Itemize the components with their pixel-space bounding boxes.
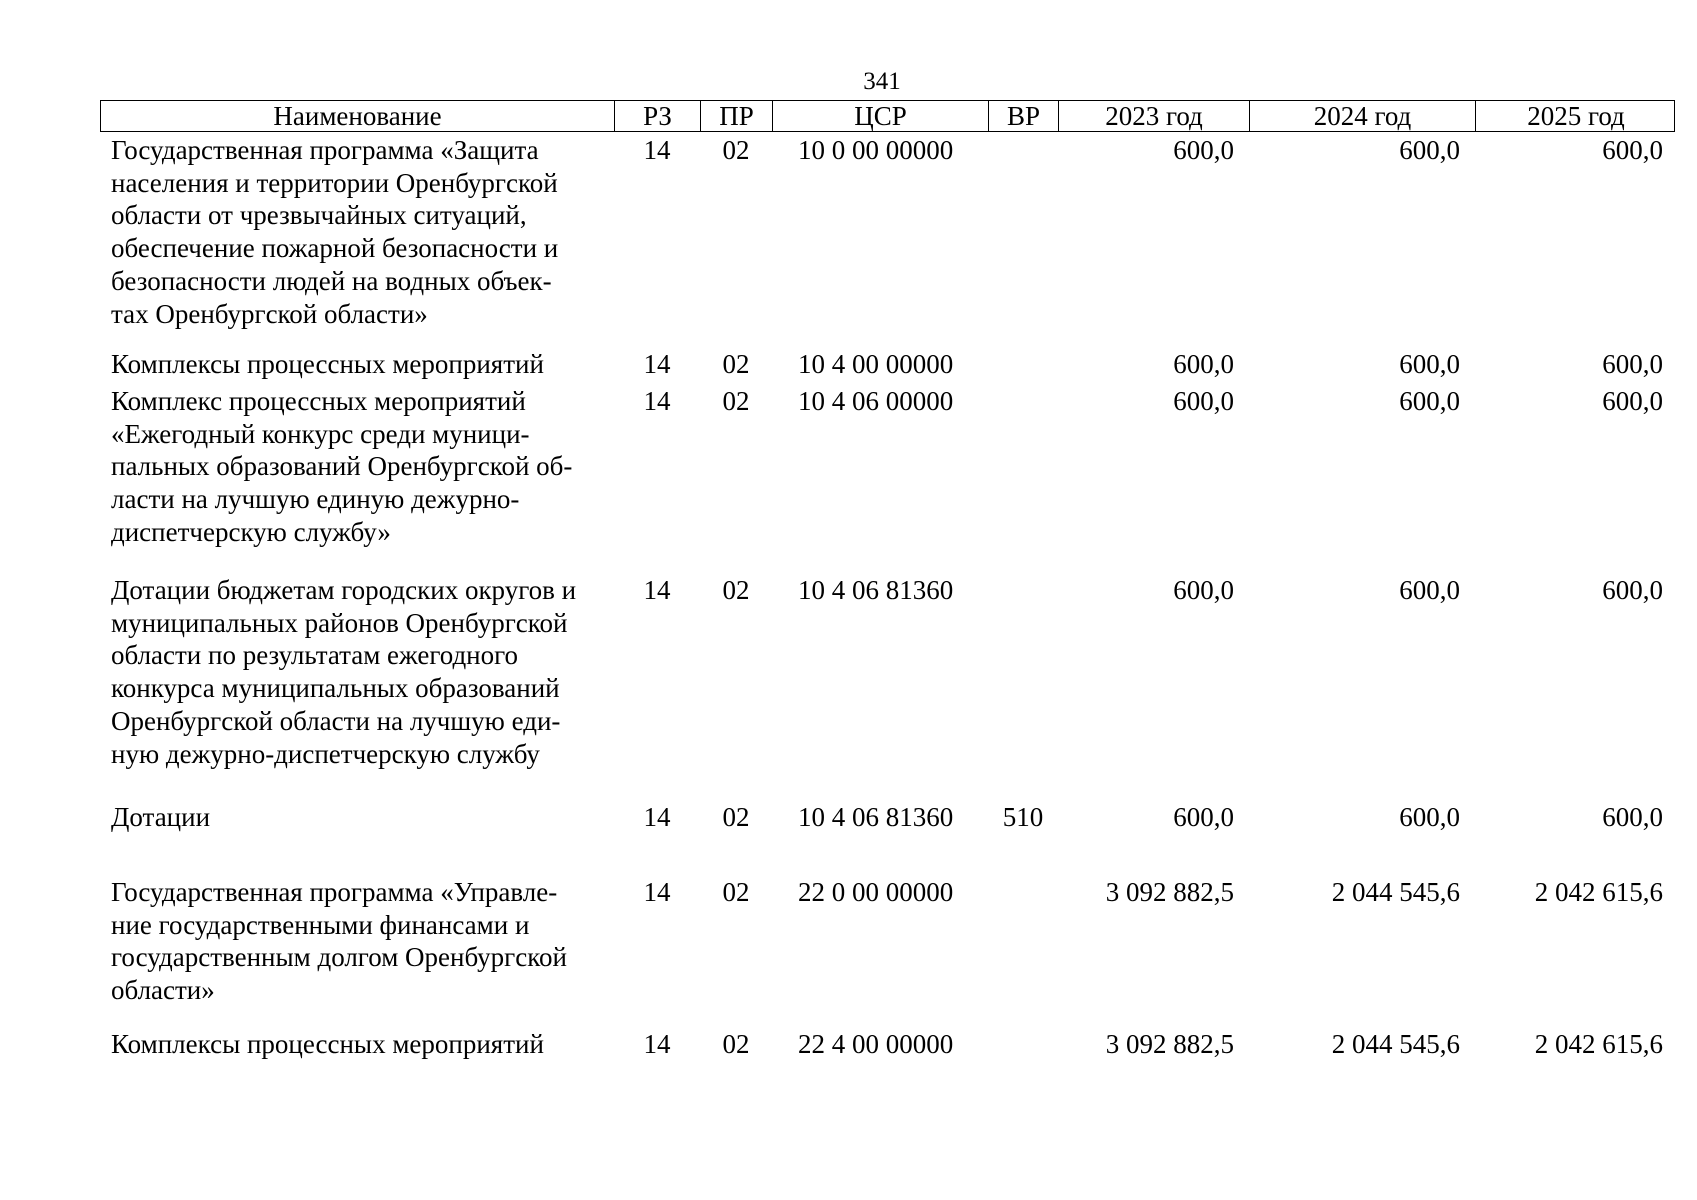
row-pr: 02: [722, 877, 750, 907]
row-name: [100, 385, 614, 574]
name-line: Комплексы процессных мероприятий: [111, 349, 544, 379]
row-csr: 10 4 06 81360: [798, 575, 954, 605]
page-number: 341: [863, 68, 901, 95]
row-name: [100, 134, 614, 348]
row-vr: [988, 1028, 1058, 1068]
name-line: Государственная программа «Управле-: [111, 877, 558, 907]
row-csr: 22 0 00 00000: [798, 877, 954, 907]
row-name: [100, 348, 614, 385]
row-2024: 600,0: [1399, 349, 1460, 379]
row-pr: 02: [722, 386, 750, 416]
table-row: [100, 348, 1675, 385]
name-line: Комплексы процессных мероприятий: [111, 1029, 544, 1059]
row-pr: 02: [722, 575, 750, 605]
row-2025: 600,0: [1602, 349, 1663, 379]
row-2024: 600,0: [1399, 386, 1460, 416]
row-rz: 14: [643, 135, 671, 165]
row-name: [100, 801, 614, 876]
row-rz: 14: [643, 349, 671, 379]
name-line: государственным долгом Оренбургской: [111, 942, 567, 973]
row-2025: 2 042 615,6: [1534, 1029, 1663, 1059]
table-row: [100, 1028, 1675, 1068]
row-2024: 600,0: [1399, 575, 1460, 605]
row-pr: 02: [722, 349, 750, 379]
name-line: пальных образований Оренбургской об-: [111, 451, 573, 482]
row-rz: 14: [643, 1029, 671, 1059]
row-name: [100, 1028, 614, 1068]
row-vr: [988, 348, 1058, 385]
row-2023: 600,0: [1173, 349, 1234, 379]
row-2023: 3 092 882,5: [1105, 877, 1234, 907]
row-vr: [988, 574, 1058, 801]
header-2023: 2023 год: [1059, 101, 1250, 131]
row-2023: 600,0: [1173, 386, 1234, 416]
row-pr: 02: [722, 802, 750, 832]
row-name: [100, 574, 614, 801]
row-rz: 14: [643, 386, 671, 416]
name-line: населения и территории Оренбургской: [111, 167, 558, 198]
name-line: тах Оренбургской области»: [111, 298, 428, 329]
row-2024: 600,0: [1399, 802, 1460, 832]
row-pr: 02: [722, 1029, 750, 1059]
row-name: [100, 876, 614, 1028]
row-2025: 600,0: [1602, 386, 1663, 416]
name-line: области»: [111, 975, 215, 1006]
row-csr: 22 4 00 00000: [798, 1029, 954, 1059]
name-line: Государственная программа «Защита: [111, 135, 539, 165]
row-2023: 3 092 882,5: [1105, 1029, 1234, 1059]
header-2025: 2025 год: [1527, 101, 1625, 131]
row-vr: 510: [1002, 802, 1044, 832]
table-row: [100, 574, 1675, 801]
row-2024: 600,0: [1399, 135, 1460, 165]
name-line: области по результатам ежегодного: [111, 640, 519, 671]
row-vr: [988, 876, 1058, 1028]
row-pr: 02: [722, 135, 750, 165]
table-body: [100, 134, 1675, 1068]
row-2025: 600,0: [1602, 135, 1663, 165]
name-line: «Ежегодный конкурс среди муници-: [111, 418, 530, 449]
table-row: [100, 385, 1675, 574]
row-2023: 600,0: [1173, 135, 1234, 165]
header-2024: 2024 год: [1250, 101, 1476, 131]
name-line: диспетчерскую службу»: [111, 516, 391, 547]
row-rz: 14: [643, 802, 671, 832]
row-2024: 2 044 545,6: [1331, 1029, 1460, 1059]
row-vr: [988, 385, 1058, 574]
name-line: Дотации бюджетам городских округов и: [111, 575, 577, 605]
header-name: Наименование: [101, 101, 615, 131]
name-line: обеспечение пожарной безопасности и: [111, 233, 559, 264]
row-2024: 2 044 545,6: [1331, 877, 1460, 907]
row-csr: 10 4 00 00000: [798, 349, 954, 379]
header-pr: ПР: [701, 101, 773, 131]
row-2025: 600,0: [1602, 802, 1663, 832]
name-line: Дотации: [111, 802, 211, 832]
name-line: Комплекс процессных мероприятий: [111, 386, 526, 416]
header-rz: РЗ: [615, 101, 701, 131]
header-vr: ВР: [989, 101, 1059, 131]
name-line: ную дежурно-диспетчерскую службу: [111, 738, 540, 769]
table-row: [100, 876, 1675, 1028]
name-line: безопасности людей на водных объек-: [111, 265, 552, 296]
row-2025: 2 042 615,6: [1534, 877, 1663, 907]
row-2023: 600,0: [1173, 575, 1234, 605]
name-line: области от чрезвычайных ситуаций,: [111, 200, 527, 231]
table-row: [100, 134, 1675, 348]
row-2023: 600,0: [1173, 802, 1234, 832]
name-line: конкурса муниципальных образований: [111, 673, 560, 704]
row-csr: 10 4 06 00000: [798, 386, 954, 416]
row-rz: 14: [643, 877, 671, 907]
row-2025: 600,0: [1602, 575, 1663, 605]
row-csr: 10 4 06 81360: [798, 802, 954, 832]
row-rz: 14: [643, 575, 671, 605]
header-csr: ЦСР: [773, 101, 989, 131]
name-line: муниципальных районов Оренбургской: [111, 607, 568, 638]
table-header: [100, 100, 1675, 132]
name-line: ласти на лучшую единую дежурно-: [111, 484, 520, 515]
table-row: [100, 801, 1675, 876]
row-csr: 10 0 00 00000: [798, 135, 954, 165]
name-line: ние государственными финансами и: [111, 909, 530, 940]
row-vr: [988, 134, 1058, 348]
name-line: Оренбургской области на лучшую еди-: [111, 705, 561, 736]
